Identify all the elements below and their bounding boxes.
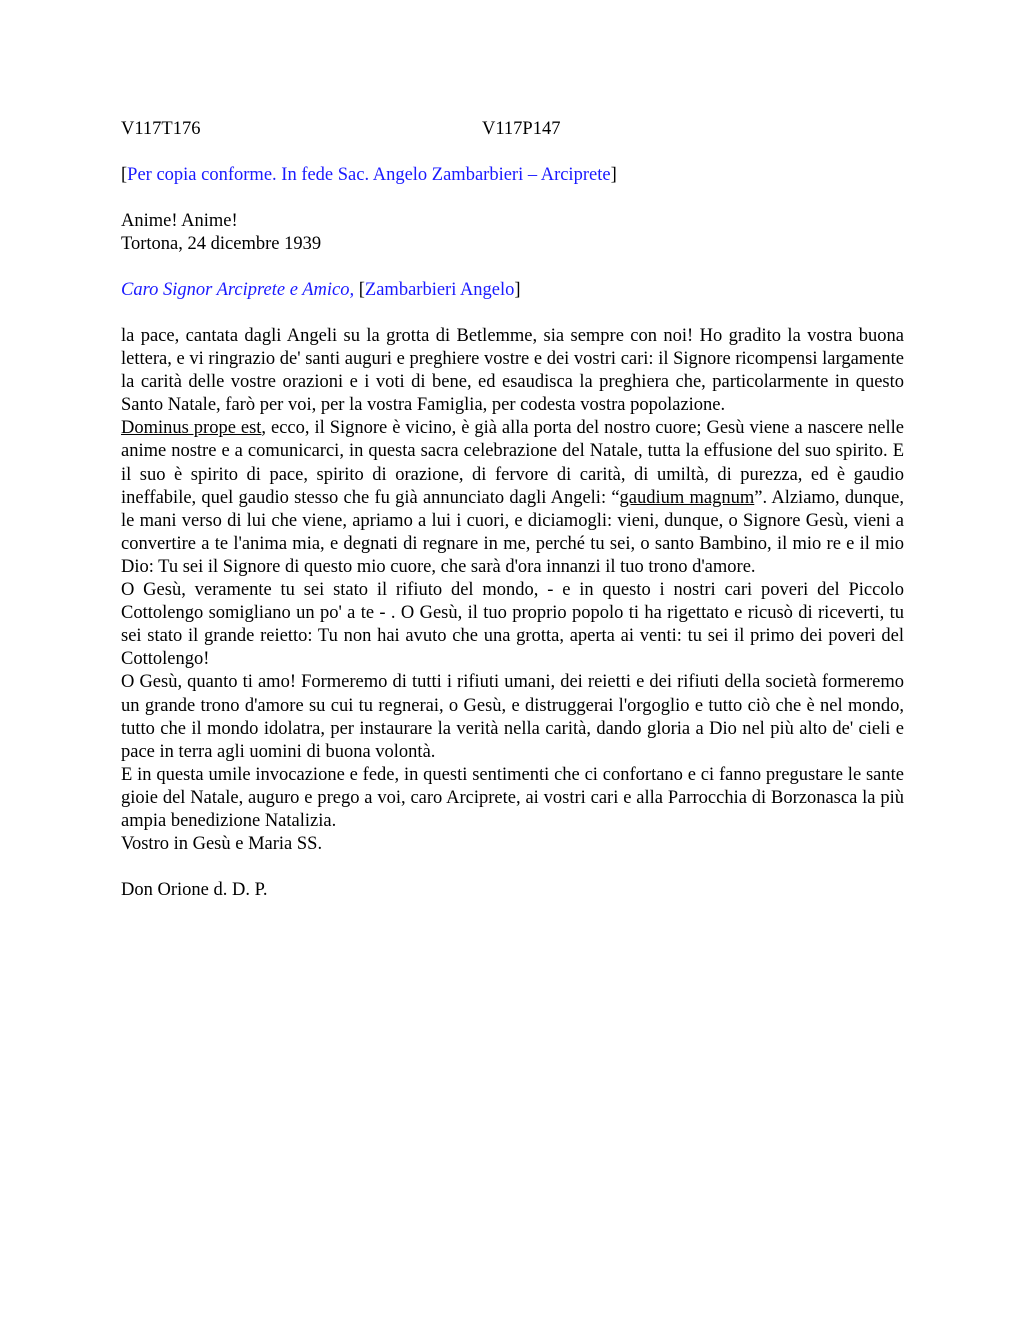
salutation-line xyxy=(121,279,904,302)
paragraph-2-text-b: ”. Alziamo, dunque, le mani verso di lui che viene, apriamo a lui i cuori, e diciamogli: vieni, dunque, o Signore Gesù, vieni a convertire a te l'anima mia, e degnati di regnare in me, perché tu sei, o santo Bambino, il mio re e il mio Dio: Tu sei il Signore di questo mio cuore, che sarà d'ora innanzi il tuo trono d'amore. xyxy=(121,487,905,577)
code-right: V117P147 xyxy=(482,119,561,139)
salutation-recipient: Zambarbieri Angelo xyxy=(364,280,515,300)
attestation-close-bracket: ] xyxy=(610,165,617,185)
paragraph-2 xyxy=(121,417,904,579)
paragraph-1: la pace, cantata dagli Angeli su la grotta di Betlemme, sia sempre con noi! Ho gradito la vostra buona lettera, e vi ringrazio de' santi auguri e preghiere vostre e dei vostri cari: il Signore ricompensi largamente la carità delle vostre orazioni e i voti di bene, ed esaudisca la preghiera che, particolarmente in questo Santo Natale, farò per voi, per la vostra Famiglia, per codesta vostra popolazione. xyxy=(121,326,904,416)
salutation-close-bracket: ] xyxy=(514,280,521,300)
paragraph-2-text-a: , ecco, il Signore è vicino, è già alla porta del nostro cuore; Gesù viene a nascere nelle anime nostre e a comunicarci, in questa sacra celebrazione del Natale, tutta la effusione del suo spirito. E il suo è spirito di pace, spirito di orazione, di fervore di carità, di umiltà, di purezza, ed è gaudio ineffabile, quel gaudio stesso che fu già annunciato dagli Angeli: “ xyxy=(121,418,904,508)
paragraph-4: O Gesù, quanto ti amo! Formeremo di tutti i rifiuti umani, dei reietti e dei rifiuti della società formeremo un grande trono d'amore su cui tu regnerai, o Gesù, e distruggerai l'orgoglio e tutto ciò che è nel mondo, tutto che il mondo idolatra, per instaurare la verità nella carità, dando gloria a Dio nel più alto de' cieli e pace in terra agli uomini di buona volontà. xyxy=(121,672,904,762)
document-codes xyxy=(121,118,904,141)
latin-phrase-dominus: Dominus prope est xyxy=(121,418,262,439)
letter-body xyxy=(121,325,904,856)
paragraph-5: E in questa umile invocazione e fede, in questi sentimenti che ci confortano e ci fanno pregustare le sante gioie del Natale, auguro e prego a voi, caro Arciprete, ai vostri cari e alla Parrocchia di Borzonasca la più ampia benedizione Natalizia. xyxy=(121,764,904,831)
signature: Don Orione d. D. P. xyxy=(121,880,268,901)
paragraph-3: O Gesù, veramente tu sei stato il rifiuto del mondo, - e in questo i nostri cari poveri del Piccolo Cottolengo somigliano un po' a te - . O Gesù, il tuo proprio popolo ti ha rigettato e ricusò di riceverti, tu sei stato il grande reietto: Tu non hai avuto che una grotta, aperta ai venti: tu sei il primo dei poveri del Cottolengo! xyxy=(121,580,904,670)
latin-phrase-gaudium: gaudium magnum xyxy=(619,487,755,508)
code-left: V117T176 xyxy=(121,119,201,139)
place-date: Tortona, 24 dicembre 1939 xyxy=(121,234,322,254)
document-page xyxy=(121,118,904,902)
letter-title: Anime! Anime! xyxy=(121,211,238,231)
attestation-open-bracket: [ xyxy=(121,165,128,185)
attestation-text: Per copia conforme. In fede Sac. Angelo Zambarbieri – Arciprete xyxy=(127,165,611,185)
salutation-open-bracket: [ xyxy=(354,280,365,300)
closing-line: Vostro in Gesù e Maria SS. xyxy=(121,834,323,855)
attestation-line xyxy=(121,164,904,187)
salutation-greeting: Caro Signor Arciprete e Amico, xyxy=(121,280,355,300)
